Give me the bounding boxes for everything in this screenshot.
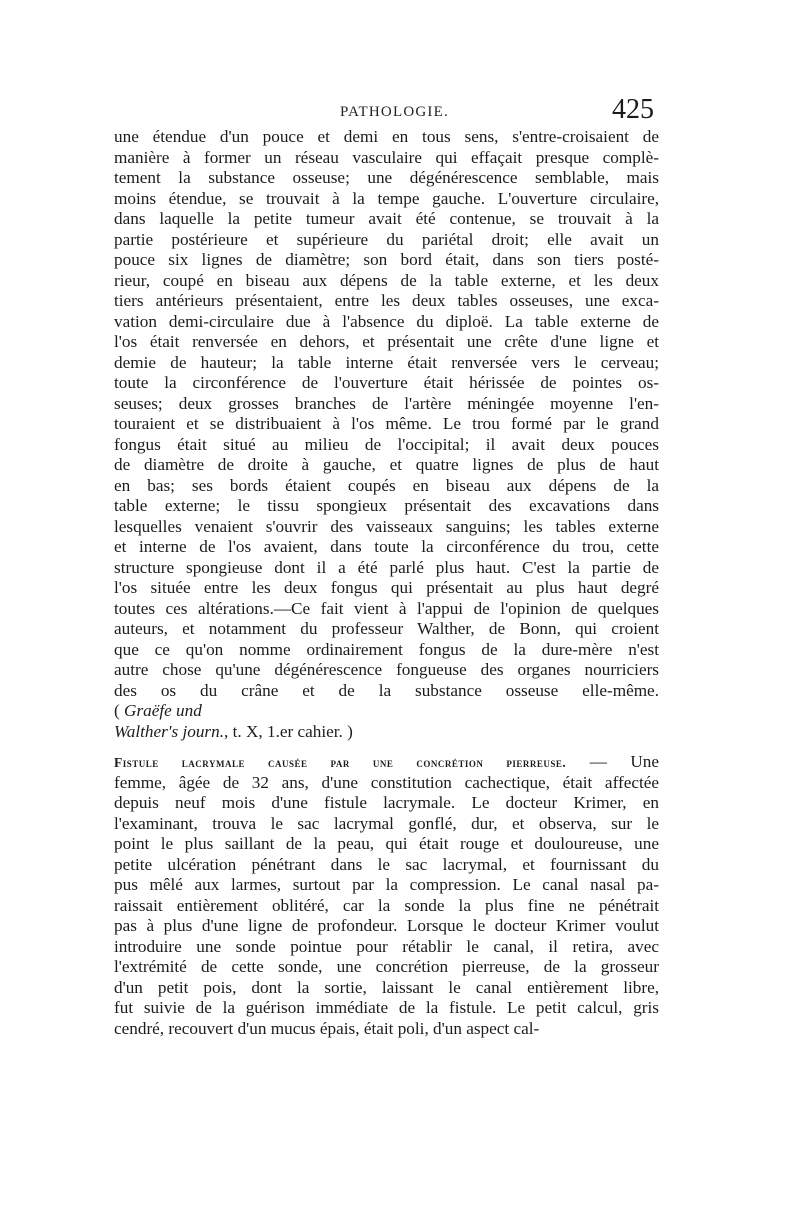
text-line: table externe; le tissu spongieux présentait des excavations dans [114, 496, 659, 515]
citation-line [114, 701, 659, 722]
text-line: fongus était situé au milieu de l'occipital; il avait deux pouces [114, 434, 659, 454]
text-line: cendré, recouvert d'un mucus épais, était poli, d'un aspect cal- [114, 1018, 540, 1038]
text-line: des os du crâne et de la substance osseuse elle-même. [114, 680, 659, 700]
citation-journal: Graëfe und [124, 701, 202, 720]
citation-journal-2: Walther's journ. [114, 721, 224, 741]
running-title: PATHOLOGIE. [340, 104, 449, 120]
text-line: une étendue d'un pouce et demi en tous sens, s'entre-croisaient de [114, 127, 659, 146]
citation-open: ( [114, 701, 125, 720]
text-line: d'un petit pois, dont la sortie, laissant le canal entièrement libre, [114, 977, 659, 997]
page-number: 425 [612, 94, 654, 125]
text-line: auteurs, et notamment du professeur Walther, de Bonn, qui croient [114, 619, 659, 638]
text-line: depuis neuf mois d'une fistule lacrymale. Le docteur Krimer, en [114, 793, 659, 812]
text-line: pus mêlé aux larmes, surtout par la compression. Le canal nasal pa- [114, 875, 659, 894]
citation-line-2 [114, 722, 659, 743]
text-line: toute la circonférence de l'ouverture était hérissée de pointes os- [114, 373, 659, 392]
text-line: lesquelles venaient s'ouvrir des vaisseaux sanguins; les tables externe [114, 516, 659, 536]
citation-rest: , t. X, 1.er cahier. ) [224, 721, 353, 741]
text-line: pas à plus d'une ligne de profondeur. Lorsque le docteur Krimer voulut [114, 916, 659, 935]
text-line: l'examinant, trouva le sac lacrymal gonflé, dur, et observa, sur le [114, 813, 659, 833]
text-line: que ce qu'on nomme ordinairement fongus de la dure-mère n'est [114, 639, 659, 659]
text-line: et interne de l'os avaient, dans toute la circonférence du trou, cette [114, 537, 659, 556]
section-heading: Fistule lacrymale causée par une concrétion pierreuse. [114, 755, 567, 770]
text-line: introduire une sonde pointue pour rétablir le canal, il retira, avec [114, 936, 659, 956]
text-line: demie de hauteur; la table interne était renversée vers le cerveau; [114, 352, 659, 372]
text-line: tiers antérieurs présentaient, entre les deux tables osseuses, une exca- [114, 291, 659, 310]
text-line: autre chose qu'une dégénérescence fongueuse des organes nourriciers [114, 660, 659, 679]
text-line: pouce six lignes de diamètre; son bord était, dans son tiers posté- [114, 250, 659, 269]
text-line: fut suivie de la guérison immédiate de la fistule. Le petit calcul, gris [114, 998, 659, 1017]
text-line: tement la substance osseuse; une dégénérescence semblable, mais [114, 168, 659, 187]
text-line: partie postérieure et supérieure du pariétal droit; elle avait un [114, 229, 659, 249]
text-line: rieur, coupé en biseau aux dépens de la table externe, et les deux [114, 270, 659, 290]
text-line: raissait entièrement oblitéré, car la sonde la plus fine ne pénétrait [114, 895, 659, 915]
text-line: touraient et se distribuaient à l'os même. Le trou formé par le grand [114, 414, 659, 433]
paragraph-lacrymal-fistula [114, 773, 659, 1040]
body-text [114, 127, 659, 1039]
section-heading-tail: — Une [566, 752, 659, 771]
text-line: dans laquelle la petite tumeur avait été contenue, se trouvait à la [114, 209, 659, 228]
text-line: toutes ces altérations.—Ce fait vient à l'appui de l'opinion de quelques [114, 598, 659, 618]
text-line: point le plus saillant de la peau, qui était rouge et douloureuse, une [114, 834, 659, 853]
text-line: seuses; deux grosses branches de l'artère méningée moyenne l'en- [114, 393, 659, 413]
text-line: structure spongieuse dont il a été parlé plus haut. C'est la partie de [114, 557, 659, 577]
text-line: l'os située entre les deux fongus qui présentait au plus haut degré [114, 578, 659, 597]
paragraph-pathology-case [114, 127, 659, 701]
running-head [100, 92, 680, 128]
text-line: en bas; ses bords étaient coupés en biseau aux dépens de la [114, 475, 659, 495]
text-line: l'extrémité de cette sonde, une concrétion pierreuse, de la grosseur [114, 957, 659, 976]
text-line: moins étendue, se trouvait à la tempe gauche. L'ouverture circulaire, [114, 188, 659, 208]
text-line: petite ulcération pénétrant dans le sac lacrymal, et fournissant du [114, 854, 659, 874]
text-line: l'os était renversée en dehors, et présentait une crête d'une ligne et [114, 332, 659, 351]
text-line: manière à former un réseau vasculaire qui effaçait presque complè- [114, 147, 659, 167]
text-line: femme, âgée de 32 ans, d'une constitution cachectique, était affectée [114, 772, 659, 792]
text-line: de diamètre de droite à gauche, et quatre lignes de plus de haut [114, 455, 659, 474]
text-line: vation demi-circulaire due à l'absence du diploë. La table externe de [114, 311, 659, 331]
section-heading-line [114, 752, 659, 773]
